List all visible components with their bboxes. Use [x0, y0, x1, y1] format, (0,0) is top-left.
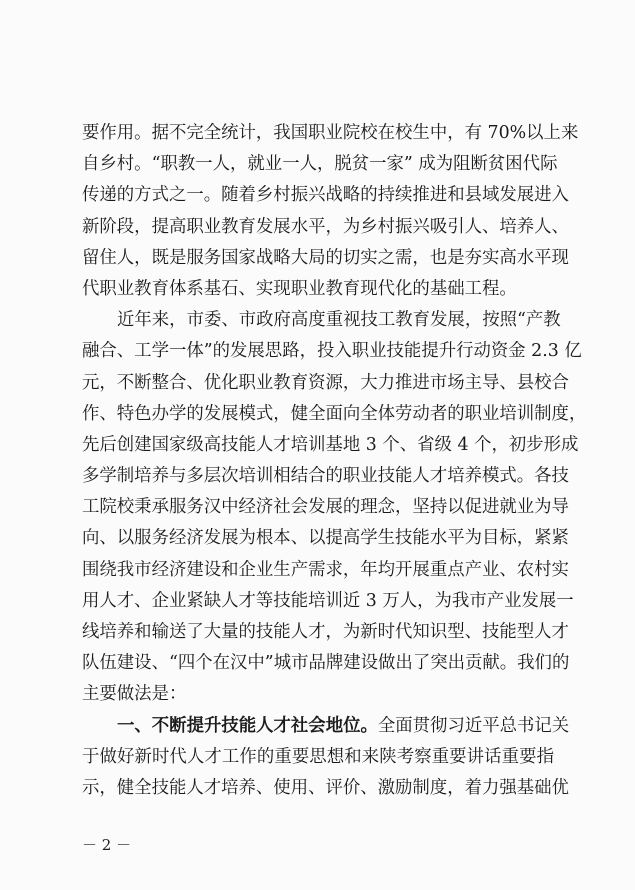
- document-body: [82, 118, 587, 804]
- text-line: 主要做法是：: [82, 684, 187, 705]
- text-line: 自乡村。“职教一人，就业一人，脱贫一家” 成为阻断贫困代际: [82, 154, 558, 175]
- text-line: 要作用。据不完全统计，我国职业院校在校生中，有 70%以上来: [82, 123, 579, 143]
- text-line: 新阶段，提高职业教育发展水平，为乡村振兴吸引人、培养人、: [82, 216, 569, 237]
- text-line: 线培养和输送了大量的技能人才，为新时代知识型、技能型人才: [82, 622, 569, 642]
- text-line: 队伍建设、“四个在汉中”城市品牌建设做出了突出贡献。我们的: [82, 653, 570, 674]
- text-line: 作、特色办学的发展模式，健全面向全体劳动者的职业培训制度，: [82, 403, 587, 424]
- text-line: 于做好新时代人才工作的重要思想和来陕考察重要讲话重要指: [82, 746, 554, 767]
- page-number: － 2 －: [82, 836, 132, 854]
- text-line: 代职业教育体系基石、实现职业教育现代化的基础工程。: [82, 278, 517, 299]
- text-line: 元，不断整合、优化职业教育资源，大力推进市场主导、县校合: [82, 372, 569, 393]
- text-line: 多学制培养与多层次培训相结合的职业技能人才培养模式。各技: [82, 466, 569, 487]
- section-heading-line: [82, 711, 570, 742]
- text-line: 融合、工学一体”的发展思路，投入职业技能提升行动资金 2.3 亿: [82, 341, 582, 362]
- text-line: 先后创建国家级高技能人才培训基地 3 个、省级 4 个，初步形成: [82, 434, 579, 455]
- section-heading: 一、不断提升技能人才社会地位。: [117, 715, 378, 736]
- text-line: 工院校秉承服务汉中经济社会发展的理念，坚持以促进就业为导: [82, 497, 569, 518]
- text-line: 围绕我市经济建设和企业生产需求，年均开展重点产业、农村实: [82, 559, 569, 580]
- text-line: 传递的方式之一。随着乡村振兴战略的持续推进和县域发展进入: [82, 185, 569, 206]
- text-line: 用人才、企业紧缺人才等技能培训近 3 万人，为我市产业发展一: [82, 590, 574, 611]
- text-line: 示，健全技能人才培养、使用、评价、激励制度，着力强基础优: [82, 777, 569, 798]
- text-line: 留住人，既是服务国家战略大局的切实之需，也是夯实高水平现: [82, 247, 569, 268]
- text-line: 近年来，市委、市政府高度重视技工教育发展，按照“产教: [117, 310, 561, 331]
- text-line: 向、以服务经济发展为根本、以提高学生技能水平为目标，紧紧: [82, 528, 569, 549]
- section-heading-continuation: 全面贯彻习近平总书记关: [377, 715, 570, 736]
